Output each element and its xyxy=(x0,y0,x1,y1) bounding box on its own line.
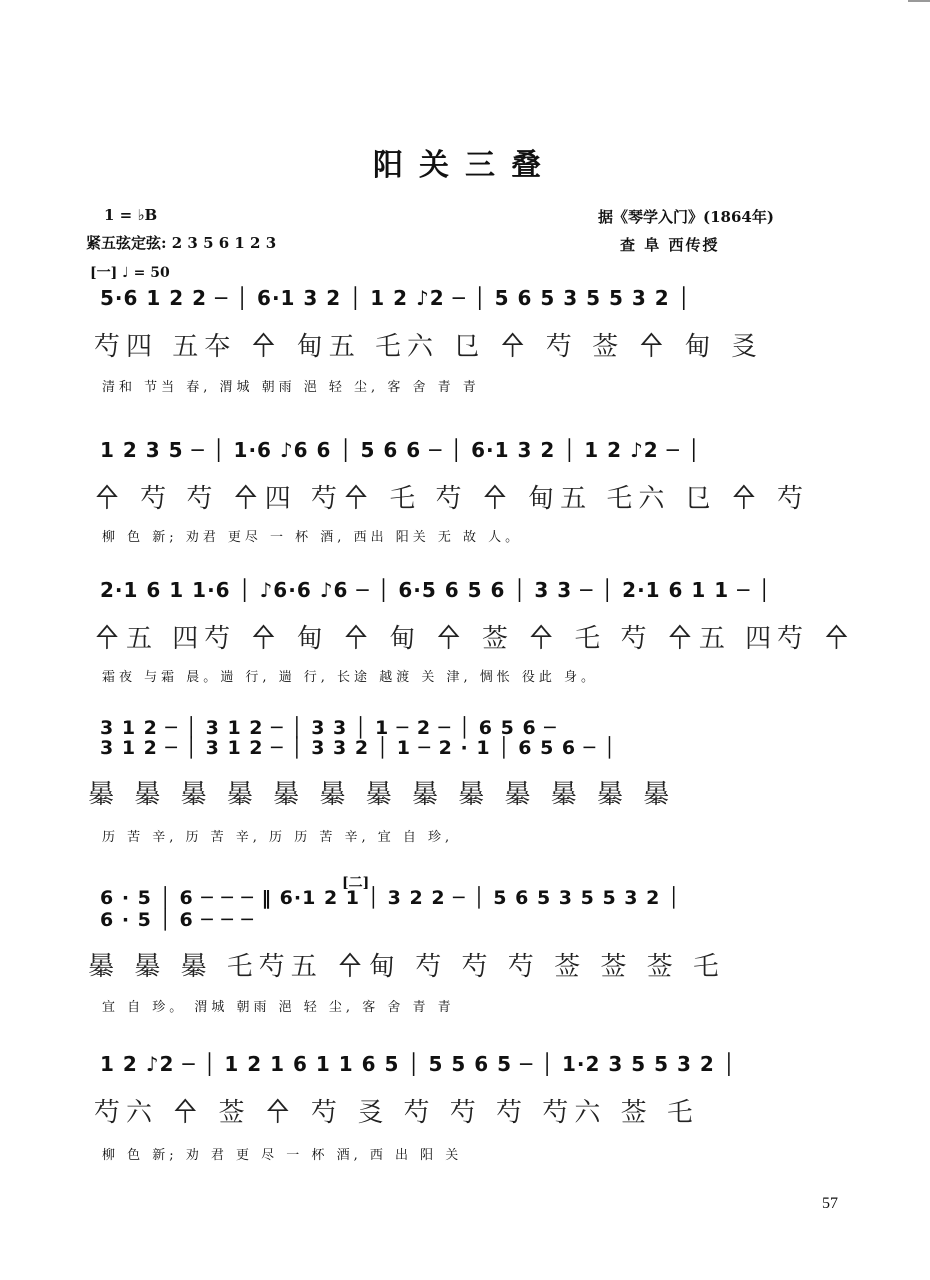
lyrics-row-6: 柳 色 新; 劝 君 更 尽 一 杯 酒, 西 出 阳 关 xyxy=(102,1148,463,1163)
section-marker-2: [二] xyxy=(342,875,370,891)
lyrics-row-4: 历 苦 辛, 历 苦 辛, 历 历 苦 辛, 宜 自 珍, xyxy=(102,830,454,845)
notation-row-5-lower: 6 · 5 │ 6 ─ ─ ─ xyxy=(100,909,254,931)
notation-row-4-lower: 3 1 2 ─ │ 3 1 2 ─ │ 3 3 2 │ 1 ─ 2 · 1 │ 6 5 6 ─ │ xyxy=(100,737,617,759)
tablature-row-2: 㐃 芍 芍 㐃四 芍㐃 乇 芍 㐃 甸五 乇六 㔾 㐃 芍 xyxy=(94,484,810,514)
tuning-text: 紧五弦定弦: 2 3 5 6 1 2 3 xyxy=(86,234,277,252)
tablature-row-3: 㐃五 四芍 㐃 甸 㐃 甸 㐃 莶 㐃 乇 芍 㐃五 四芍 㐃 xyxy=(94,624,856,654)
notation-row-5-upper: 6 · 5 │ 6 ─ ─ ─ ‖ 6·1 2 1 │ 3 2 2 ─ │ 5 6 5 3 5 5 3 2 │ xyxy=(100,887,681,909)
tablature-row-4: 曓 曓 曓 曓 曓 曓 曓 曓 曓 曓 曓 曓 曓 xyxy=(88,780,676,810)
tablature-row-6: 芍六 㐃 莶 㐃 芍 㕛 芍 芍 芍 芍六 莶 乇 xyxy=(94,1098,699,1128)
notation-row-6: 1 2 ♪2 ─ │ 1 2 1 6 1 1 6 5 │ 5 5 6 5 ─ │ 1·2 3 5 5 3 2 │ xyxy=(100,1052,736,1076)
page-number: 57 xyxy=(822,1195,838,1212)
notation-row-2: 1 2 3 5 ─ │ 1·6 ♪6 6 │ 5 6 6 ─ │ 6·1 3 2 │ 1 2 ♪2 ─ │ xyxy=(100,438,701,462)
corner-mark xyxy=(908,0,930,2)
tablature-row-1: 芍四 五夲 㐃 甸五 乇六 㔾 㐃 芍 莶 㐃 甸 㕛 xyxy=(94,332,763,362)
section-marker-tempo: [一] ♩ = 50 xyxy=(90,265,170,281)
credit-note: 查 阜 西传授 xyxy=(620,236,720,254)
lyrics-row-5: 宜 自 珍。 渭城 朝雨 浥 轻 尘, 客 舍 青 青 xyxy=(102,1000,455,1015)
notation-row-4-upper: 3 1 2 ─ │ 3 1 2 ─ │ 3 3 │ 1 ─ 2 ─ │ 6 5 6 ─ xyxy=(100,717,557,739)
tablature-row-5: 曓 曓 曓 乇芍五 㐃甸 芍 芍 芍 莶 莶 莶 乇 xyxy=(88,952,725,982)
key-signature: 1 = ♭B xyxy=(104,206,158,224)
source-note: 据《琴学入门》(1864年) xyxy=(598,208,774,226)
page-title: 阳关三叠 xyxy=(373,148,557,183)
lyrics-row-3: 霜夜 与霜 晨。遄 行, 遄 行, 长途 越渡 关 津, 惆怅 役此 身。 xyxy=(102,670,598,685)
lyrics-row-2: 柳 色 新; 劝君 更尽 一 杯 酒, 西出 阳关 无 故 人。 xyxy=(102,530,523,545)
lyrics-row-1: 清和 节当 春, 渭城 朝雨 浥 轻 尘, 客 舍 青 青 xyxy=(102,380,480,395)
notation-row-3: 2·1 6 1 1·6 │ ♪6·6 ♪6 ─ │ 6·5 6 5 6 │ 3 3 ─ │ 2·1 6 1 1 ─ │ xyxy=(100,578,772,602)
notation-row-1: 5·6 1 2 2 ─ │ 6·1 3 2 │ 1 2 ♪2 ─ │ 5 6 5 3 5 5 3 2 │ xyxy=(100,286,691,310)
